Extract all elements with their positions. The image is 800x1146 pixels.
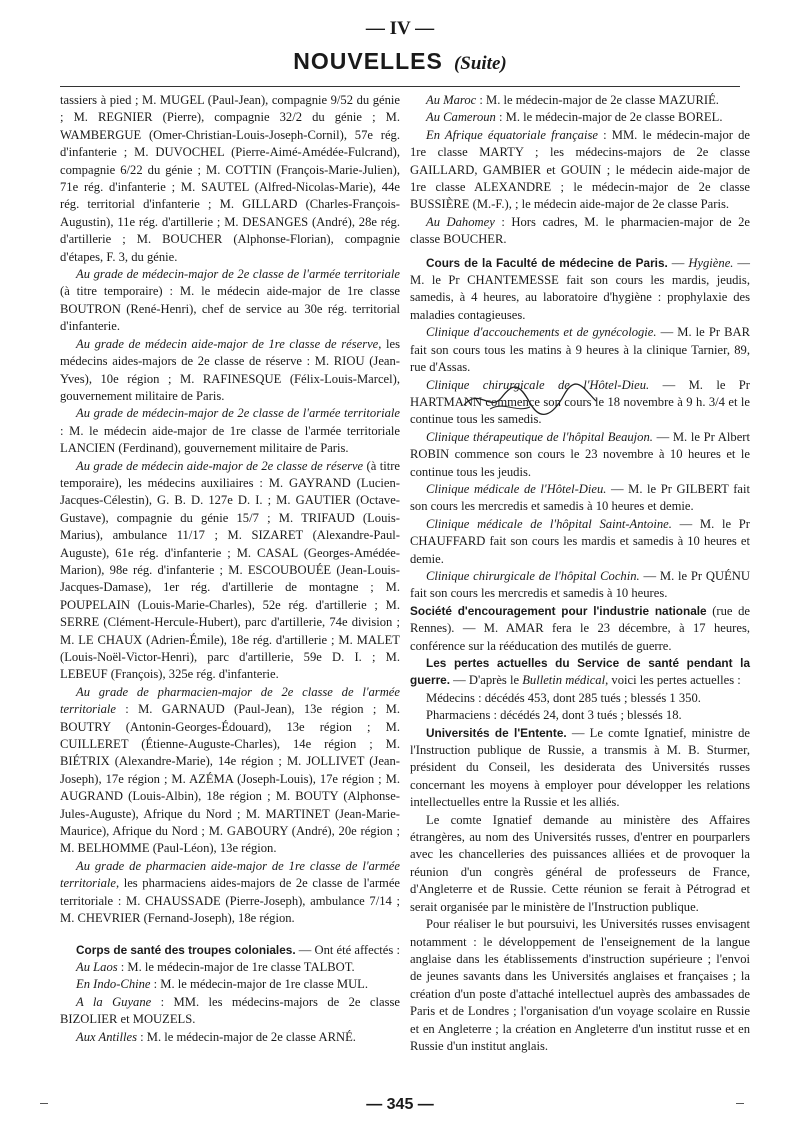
- left-paragraph-10: [60, 976, 400, 993]
- page-number: — 345 —: [366, 1096, 434, 1113]
- roman-page-numeral: — IV —: [365, 18, 435, 39]
- grade-heading: Au grade de pharmacien aide-major de 1re classe de l'armée territoriale,: [60, 858, 400, 891]
- paragraph-text: — M. le Pr QUÉNU fait son cours les mercredis et samedis à 10 heures.: [410, 568, 750, 601]
- paragraph-text: les médecins aides-majors de 2e classe de réserve : M. RIOU (Jean-Yves), 10e région ; M. RAFINESQUE (Félix-Louis-Marcel), gouvernement militaire de Paris.: [60, 336, 400, 403]
- paragraph-text: : MM. le médecin-major de 1re classe MARTY ; les médecins-majors de 2e classe GAILLARD, GAMBIER et GOUIN ; le médecin aide-major de 1re classe ALEXANDRE ; le médecin-major de 2e classe BUSSIÈRE (M.-F.), ; le médecin aide-major de 2e classe Paris.: [410, 127, 750, 212]
- right-paragraph-10: [410, 516, 750, 568]
- paragraph-text: (à titre temporaire) : M. le médecin aide-major de 1re classe BOUTRON (René-Henri), chef de service au 30e rég. territorial d'infanterie.: [60, 284, 400, 334]
- posting-location: Au Dahomey: [426, 214, 495, 229]
- right-paragraph-4: [410, 214, 750, 249]
- left-paragraph-3: [60, 336, 400, 406]
- right-paragraph-2: [410, 109, 750, 126]
- paragraph-text: — D'après le: [450, 673, 523, 688]
- right-paragraph-18: Pour réaliser le but poursuivi, les Universités russes envisagent notamment : le développement de l'enseignement de la langue anglaise dans les établissements d'instruction supérieure ; l'envoi de jeunes savants dans les Universités anglaises et françaises ; la création d'un poste d'attaché intellectuel auprès des ambassades de Paris et de Londres ; l'organisation d'un voyage scolaire en Russie et en Angleterre ; la création en Angleterre d'un institut russe et en Russie d'un institut anglais.: [410, 917, 750, 1053]
- right-paragraph-9: [410, 481, 750, 516]
- clinic-name: Clinique thérapeutique de l'hôpital Beaujon.: [426, 429, 653, 444]
- losses-pharmacists: Pharmaciens : décédés 24, dont 3 tués ; blessés 18.: [426, 708, 682, 723]
- paragraph-text: — M. le Pr GILBERT fait son cours les mercredis et samedis à 10 heures et demie.: [410, 481, 750, 514]
- clinic-name: Clinique médicale de l'Hôtel-Dieu.: [426, 481, 607, 496]
- paragraph-text: les pharmaciens aides-majors de 2e classe de l'armée territoriale : M. CHAUSSADE (Pierre-Joseph), ambulance 7/14 ; M. CHEVRIER (Fernand-Joseph), 18e région.: [60, 876, 400, 926]
- losses-doctors: Médecins : décédés 453, dont 285 tués ; blessés 1 350.: [426, 690, 701, 705]
- grade-heading: Au grade de médecin-major de 2e classe de l'armée territoriale: [76, 267, 400, 282]
- left-paragraph-8: [60, 942, 400, 959]
- posting-location: En Afrique équatoriale française: [426, 127, 598, 142]
- left-paragraph-2: [60, 266, 400, 336]
- left-paragraph-5: [60, 458, 400, 684]
- paragraph-text: : M. le médecin-major de 2e classe ARNÉ.: [136, 1029, 356, 1044]
- paragraph-text: (à titre temporaire), les médecins auxiliaires : M. GAYRAND (Lucien-Jacques-Célestin), G. B. D. 127e D. I. ; M. GAUTIER (Octave-Gustave), compagnie du génie 15/7 ; M. TRIFAUD (Louis-Marius), ambulance 11/17 ; M. SIZARET (Alexandre-Paul-Auguste), 61e rég. d'infanterie ; M. CASAL (Georges-Amédée-Marion), 98e rég. d'infanterie ; M. ESCOUBOUÉE (Jean-Louis-Jacques-Damase), 1er rég. d'artillerie de montagne ; M. POUPELAIN (Louis-Marie-Charles), 52e rég. d'artillerie ; M. SERRE (Clément-Hercule-Hubert), parc d'artillerie, 74e division ; M. LE CHAUX (Adrien-Émile), 18e rég. d'artillerie ; M. MALET (Louis-Noël-Victor-Henri), parc d'artillerie, 59e D. I. ; M. LEBEUF (François), 325e rég. d'infanterie.: [60, 458, 400, 682]
- paragraph-text: (rue de Rennes). — M. AMAR fera le 23 décembre, à 17 heures, conférence sur la rééducation des mutilés de guerre.: [410, 603, 750, 653]
- posting-location: Aux Antilles: [76, 1029, 137, 1044]
- paragraph-text: : M. le médecin aide-major de 1re classe de l'armée territoriale LANCIEN (Ferdinand), gouvernement militaire de Paris.: [60, 423, 400, 456]
- course-subject: Hygiène.: [688, 255, 734, 270]
- left-paragraph-6: [60, 684, 400, 858]
- page-title: [0, 48, 800, 75]
- right-paragraph-12: [410, 603, 750, 655]
- left-paragraph-11: [60, 994, 400, 1029]
- section-heading: Universités de l'Entente.: [426, 725, 567, 740]
- grade-heading: Au grade de pharmacien-major de 2e classe de l'armée territoriale: [60, 684, 400, 717]
- section-heading: Société d'encouragement pour l'industrie nationale: [410, 603, 707, 618]
- paragraph-text: : M. le médecin-major de 1re classe MUL.: [150, 977, 369, 992]
- paragraph-text: — Ont été affectés :: [295, 942, 400, 957]
- clinic-name: Clinique d'accouchements et de gynécologie.: [426, 325, 657, 340]
- right-column: [410, 92, 750, 1055]
- posting-location: Au Maroc: [426, 93, 477, 107]
- title-rule: [60, 86, 740, 87]
- handwritten-scribble: [460, 383, 600, 419]
- clinic-name: Clinique médicale de l'hôpital Saint-Antoine.: [426, 516, 672, 531]
- paragraph-text: , voici les pertes actuelles :: [605, 673, 741, 688]
- paragraph-text: — M. le Pr Albert ROBIN commence son cours le 23 novembre à 10 heures et le continue tous les jeudis.: [410, 429, 750, 479]
- paragraph-text: : Hors cadres, M. le pharmacien-major de 2e classe BOUCHER.: [410, 214, 751, 247]
- paragraph-text: : M. le médecin-major de 1re classe TALBOT.: [117, 959, 355, 974]
- paragraph-text: : M. le médecin-major de 2e classe MAZURIÉ.: [476, 93, 719, 107]
- right-paragraph-17: Le comte Ignatief demande au ministère des Affaires étrangères, au nom des Universités russes, d'entrer en pourparlers avec les chancelleries des puissances alliées et de provoquer la réunion d'un congrès général de professeurs de France, d'Angleterre et de Russie. Cette réunion se ferait à Pétrograd et serait organisée par le ministère de l'Instruction publique.: [410, 812, 750, 914]
- posting-location: Au Laos: [76, 959, 118, 974]
- paragraph-text: — M. le Pr HARTMANN commence son cours le 18 novembre à 9 h. 3/4 et le continue tous les samedis.: [410, 377, 750, 427]
- right-paragraph-6: [410, 324, 750, 376]
- left-paragraph-12: [60, 1029, 400, 1046]
- posting-location: En Indo-Chine: [76, 977, 151, 992]
- right-paragraph-16: [410, 725, 750, 812]
- section-heading: Cours de la Faculté de médecine de Paris.: [426, 255, 668, 270]
- grade-heading: Au grade de médecin-major de 2e classe de l'armée territoriale: [76, 406, 400, 421]
- paragraph-text: : M. GARNAUD (Paul-Jean), 13e région ; M. BOUTRY (Antonin-Georges-Édouard), 13e région ; M. CUILLERET (Étienne-Auguste-Charles), 14e région ; M. BIÉTRIX (Alexandre-Marie), 14e région ; M. JOLLIVET (Jean-Joseph), 17e région ; M. AZÉMA (Joseph-Louis), 17e région ; M. AUGRAND (Louis-Albin), 18e région ; M. BOUTY (Alphonse-Jules-Auguste), Afrique du Nord ; M. MARTINET (Jean-Marie-Maurice), Afrique du Nord ; M. GABOURY (André), 20e région ; M. BELHOMME (Paul-Léon), 13e région.: [60, 702, 400, 856]
- right-paragraph-3: [410, 127, 750, 214]
- paragraph-text: : M. le médecin-major de 2e classe BOREL.: [495, 110, 723, 125]
- footer-dash-right: [736, 1103, 744, 1104]
- posting-location: Au Cameroun: [426, 110, 496, 125]
- section-heading: Corps de santé des troupes coloniales.: [76, 942, 296, 957]
- section-heading: Les pertes actuelles du Service de santé pendant la guerre.: [410, 656, 750, 688]
- right-paragraph-11: [410, 568, 750, 603]
- title-main: NOUVELLES: [293, 48, 443, 74]
- grade-heading: Au grade de médecin aide-major de 2e classe de réserve: [76, 458, 364, 473]
- right-paragraph-5: Cours de la Faculté de médecine de Paris. — Hygiène. — M. le Pr CHANTEMESSE fait son cours les mardis, jeudis, samedis, à 4 heures, au laboratoire d'hygiène : prophylaxie des maladies contagieuses.: [410, 255, 751, 322]
- left-paragraph-4: [60, 405, 400, 457]
- left-paragraph-1: tassiers à pied ; M. MUGEL (Paul-Jean), compagnie 9/52 du génie ; M. REGNIER (Pierre), compagnie 32/2 du génie ; M. WAMBERGUE (Omer-Christian-Louis-Joseph-Cornil), 57e rég. d'infanterie ; M. DUVOCHEL (Pierre-Aimé-Amédée-Fulcrand), compagnie 6/22 du génie ; M. COTTIN (François-Marie-Julien), 71e rég. d'infanterie ; M. SAUTEL (Alfred-Nicolas-Marie), 44e rég. territorial d'infanterie ; M. GILLARD (Charles-François-Augustin), 11e rég. d'artillerie ; M. DESANGES (André), 28e rég. d'artillerie ; M. BOUCHER (Alphonse-Florian), compagnie d'étapes, F. 3, du génie.: [60, 93, 400, 264]
- right-paragraph-8: [410, 429, 750, 481]
- left-column: [60, 92, 400, 1046]
- journal-title: Bulletin médical: [522, 673, 606, 688]
- clinic-name: Clinique chirurgicale de l'hôpital Cochin.: [426, 568, 640, 583]
- clinic-name: Clinique chirurgicale de l'Hôtel-Dieu.: [426, 377, 650, 392]
- left-paragraph-7: [60, 858, 400, 928]
- right-paragraph-1: [410, 92, 750, 109]
- paragraph-text: — M. le Pr CHANTEMESSE fait son cours les mardis, jeudis, samedis, à 4 heures, au laboratoire d'hygiène : prophylaxie des maladies contagieuses.: [410, 255, 751, 322]
- paragraph-text: — M. le Pr BAR fait son cours tous les matins à 9 heures à la clinique Tarnier, 89, rue d'Assas.: [410, 325, 750, 375]
- right-paragraph-13: [410, 655, 750, 690]
- paragraph-text: — M. le Pr CHAUFFARD fait son cours les mardis et samedis à 10 heures et demie.: [410, 516, 750, 566]
- paragraph-text: : MM. les médecins-majors de 2e classe BIZOLIER et MOUZELS.: [60, 994, 400, 1027]
- grade-heading: Au grade de médecin aide-major de 1re classe de réserve,: [76, 336, 382, 351]
- posting-location: A la Guyane: [76, 994, 152, 1009]
- paragraph-text: — Le comte Ignatief, ministre de l'Instruction publique de Russie, a transmis à M. B. Sturmer, président du Conseil, les desiderata des Universités russes concernant les moyens à employer pour développer les relations intellectuelles entre la Russie et les alliés.: [410, 725, 750, 810]
- title-suite: (Suite): [453, 53, 507, 74]
- left-paragraph-9: [60, 959, 400, 976]
